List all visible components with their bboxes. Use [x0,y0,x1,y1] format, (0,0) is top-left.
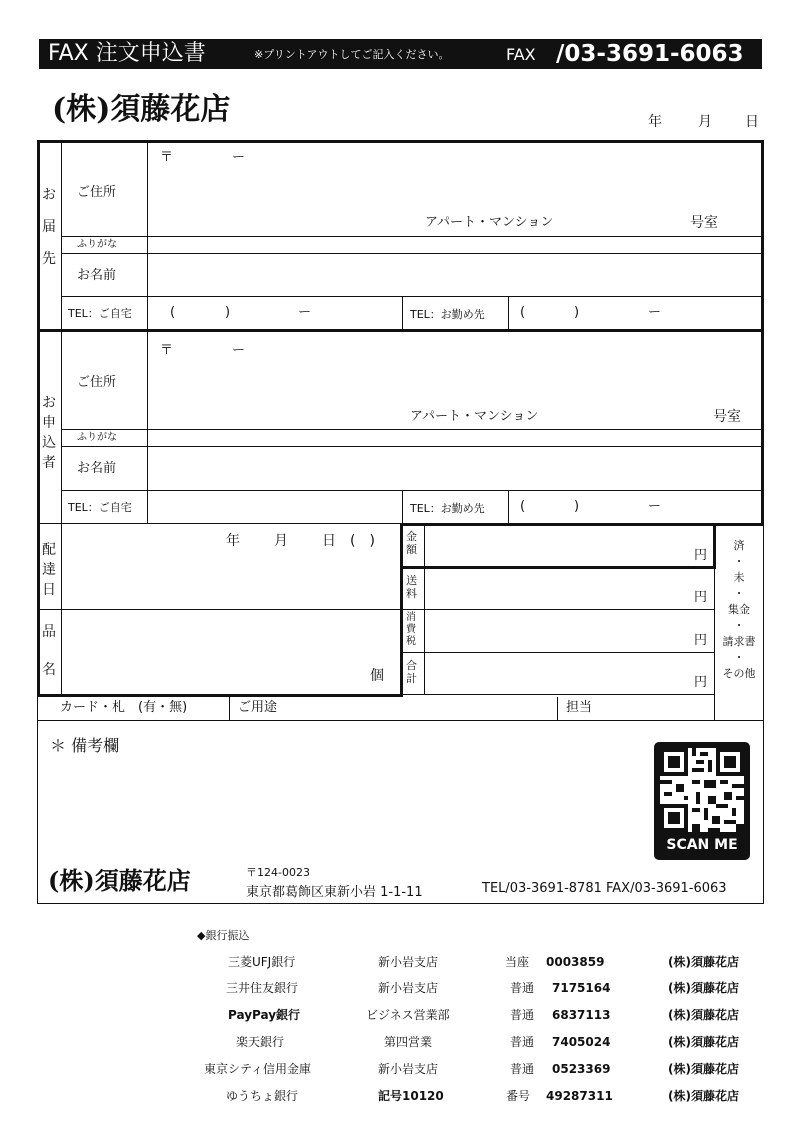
shop-postal: 〒124-0023 [246,866,310,879]
recipient-apartment-label: アパート・マンション [425,215,554,230]
form-date-month: 月 [698,114,712,130]
recipient-furigana-label: ふりがな [77,239,117,250]
item-name-input[interactable] [63,611,399,693]
staff-label: 担当 [566,700,593,715]
item-name-label: 品 名 [42,624,56,678]
bank-name: 三菱UFJ銀行 [228,955,296,969]
amount-input[interactable] [426,527,711,565]
recipient-tel-home-input[interactable] [150,298,400,328]
delivery-day-label: 日 [322,533,336,549]
applicant-tel-work-input[interactable] [510,492,760,522]
bank-transfer-title: ◆銀行振込 [197,929,250,942]
shop-footer-logo: (株)須藤花店 [48,866,191,895]
bank-account-number: 0003859 [546,955,605,969]
bank-name: PayPay銀行 [228,1008,301,1022]
delivery-date-input[interactable] [63,526,399,608]
applicant-tel-home-label: TEL：ご自宅 [68,501,132,514]
bank-type: 普通 [510,1035,535,1049]
bank-type: 普通 [510,1008,535,1022]
applicant-work-paren-close: ) [574,499,580,514]
recipient-work-dash: ー [648,305,662,320]
bank-holder: (株)須藤花店 [668,981,739,995]
applicant-tel-home-input[interactable] [150,492,400,522]
applicant-postal-dash: ー [232,343,246,358]
bank-holder: (株)須藤花店 [668,1062,739,1076]
recipient-home-paren-close: ) [225,305,231,320]
applicant-furigana-label: ふりがな [77,432,117,443]
print-note: ※プリントアウトしてご記入ください。 [254,48,450,61]
total-yen: 円 [694,675,708,690]
recipient-tel-home-label: TEL：ご自宅 [68,307,132,320]
applicant-address-label: ご住所 [77,375,117,390]
form-date-year: 年 [648,114,662,130]
shop-logo: (株)須藤花店 [52,92,231,127]
form-date-day: 日 [745,114,759,130]
bank-type: 当座 [505,955,530,969]
applicant-work-paren-open: ( [520,499,526,514]
applicant-section-label: お 申 込 者 [42,395,56,471]
applicant-apartment-label: アパート・マンション [410,409,539,424]
recipient-home-dash: ー [298,305,312,320]
bank-account-number: 7175164 [552,981,611,995]
tax-input[interactable] [426,611,713,651]
total-input[interactable] [426,654,713,693]
recipient-postal-mark: 〒 [160,150,174,165]
qr-pattern-icon [660,748,744,832]
shop-tel-fax: TEL/03-3691-8781 FAX/03-3691-6063 [482,881,727,896]
fax-number: /03-3691-6063 [556,41,744,67]
recipient-room-label: 号室 [690,215,718,231]
bank-branch: 第四営業 [384,1035,433,1049]
bank-holder: (株)須藤花店 [668,1089,739,1103]
shipping-label: 送 料 [406,574,417,600]
bank-name: ゆうちょ銀行 [226,1089,299,1103]
total-label: 合 計 [406,659,417,685]
bank-type: 番号 [506,1089,531,1103]
fax-label: FAX [506,45,536,64]
delivery-month-label: 月 [274,533,288,549]
bank-name: 三井住友銀行 [226,981,299,995]
applicant-postal-mark: 〒 [160,343,174,358]
tax-label: 消 費 税 [406,612,416,647]
recipient-work-paren-close: ) [574,305,580,320]
recipient-home-paren-open: ( [170,305,176,320]
applicant-name-input[interactable] [150,448,760,489]
bank-branch: 新小岩支店 [378,1062,439,1076]
applicant-room-label: 号室 [713,409,741,425]
bank-type: 普通 [510,981,535,995]
bank-branch: 記号10120 [378,1089,444,1103]
bank-holder: (株)須藤花店 [668,955,739,969]
recipient-section-label: お 届 先 [42,187,56,267]
recipient-name-input[interactable] [150,255,760,295]
item-count-unit: 個 [370,668,384,684]
delivery-date-label: 配 達 日 [42,542,56,598]
bank-account-number: 6837113 [552,1008,611,1022]
bank-type: 普通 [510,1062,535,1076]
amount-label: 金 額 [406,530,417,556]
bank-account-number: 0523369 [552,1062,611,1076]
bank-holder: (株)須藤花店 [668,1008,739,1022]
shipping-yen: 円 [694,590,708,605]
bank-account-number: 7405024 [552,1035,611,1049]
payment-status-list[interactable]: 済 ・ 未 ・ 集金 ・ 請求書 ・ その他 [722,539,756,680]
shipping-input[interactable] [426,570,713,608]
tax-yen: 円 [694,633,708,648]
purpose-label: ご用途 [238,700,278,715]
applicant-work-dash: ー [648,499,662,514]
recipient-tel-work-input[interactable] [510,298,760,328]
qr-caption: SCAN ME [666,837,738,853]
purpose-input[interactable] [282,698,554,719]
applicant-name-label: お名前 [77,461,117,476]
applicant-furigana-input[interactable] [150,430,760,446]
applicant-tel-work-label: TEL：お勤め先 [410,502,485,515]
bank-name: 東京シティ信用金庫 [204,1062,312,1076]
recipient-name-label: お名前 [77,268,117,283]
amount-yen: 円 [694,548,708,563]
recipient-postal-dash: ー [232,150,246,165]
card-label[interactable]: カード・札 (有・無) [60,700,188,715]
recipient-tel-work-label: TEL：お勤め先 [410,308,485,321]
bank-name: 楽天銀行 [236,1035,285,1049]
recipient-furigana-input[interactable] [150,237,760,253]
header-bar [39,39,762,69]
bank-branch: 新小岩支店 [378,981,439,995]
form-title: FAX 注文申込書 [48,41,206,66]
remarks-input[interactable] [42,756,647,856]
shop-address: 東京都葛飾区東新小岩 1-1-11 [246,885,423,900]
staff-input[interactable] [600,698,712,719]
bank-account-number: 49287311 [546,1089,613,1103]
delivery-weekday-label: ( ) [350,533,375,549]
bank-holder: (株)須藤花店 [668,1035,739,1049]
recipient-work-paren-open: ( [520,305,526,320]
bank-branch: 新小岩支店 [378,955,439,969]
recipient-address-label: ご住所 [77,185,117,200]
qr-code[interactable] [654,742,750,860]
bank-branch: ビジネス営業部 [366,1008,450,1022]
remarks-label: ＊ 備考欄 [50,736,120,755]
delivery-year-label: 年 [226,533,240,549]
